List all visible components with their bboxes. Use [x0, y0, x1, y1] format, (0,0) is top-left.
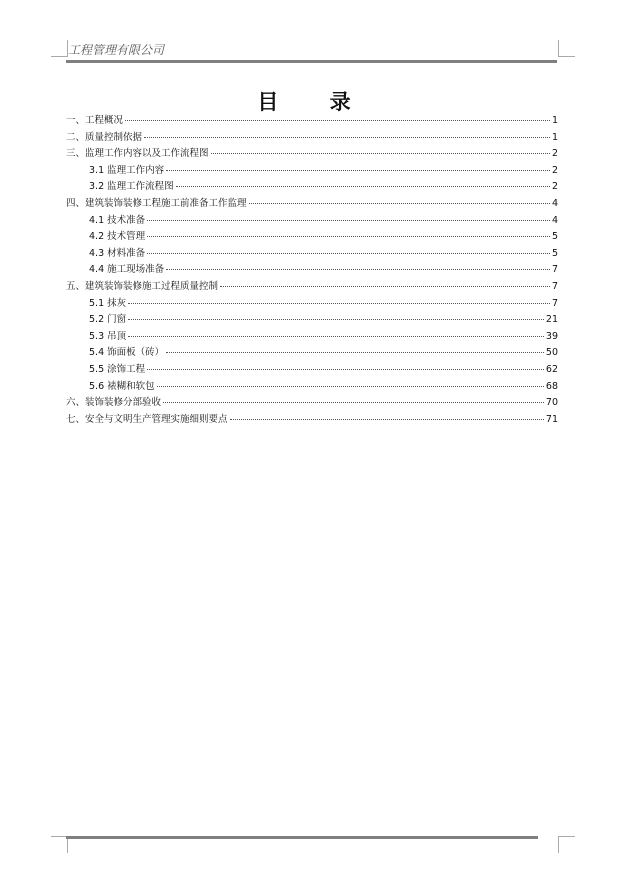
toc-dot-leader: [128, 319, 544, 320]
toc-entry[interactable]: [66, 344, 558, 361]
toc-entry-page-number: 4: [551, 197, 558, 209]
toc-entry-label: 5.5 涂饰工程: [89, 363, 146, 375]
toc-dot-leader: [128, 303, 550, 304]
toc-entry-page-number: 39: [545, 330, 558, 342]
toc-dot-leader: [166, 269, 550, 270]
toc-entry[interactable]: [66, 178, 558, 195]
toc-entry-page-number: 50: [545, 347, 558, 359]
toc-entry-label: 六、装饰装修分部验收: [66, 397, 162, 409]
toc-entry[interactable]: [66, 261, 558, 278]
toc-dot-leader: [166, 352, 544, 353]
toc-dot-leader: [157, 386, 544, 387]
toc-entry[interactable]: [66, 378, 558, 395]
toc-entry-page-number: 7: [551, 297, 558, 309]
toc-entry-label: 4.2 技术管理: [89, 231, 146, 243]
toc-dot-leader: [249, 203, 550, 204]
crop-mark-top-right: [558, 40, 575, 57]
toc-entry[interactable]: [66, 228, 558, 245]
toc-entry-page-number: 7: [551, 264, 558, 276]
toc-entry-label: 4.4 施工现场准备: [89, 264, 165, 276]
toc-entry[interactable]: [66, 112, 558, 129]
toc-entry-label: 七、安全与文明生产管理实施细则要点: [66, 413, 228, 425]
toc-entry[interactable]: [66, 278, 558, 295]
toc-entry-page-number: 62: [545, 363, 558, 375]
toc-dot-leader: [220, 286, 550, 287]
toc-entry[interactable]: [66, 145, 558, 162]
toc-entry-label: 一、工程概况: [66, 115, 124, 126]
toc-dot-leader: [163, 402, 544, 403]
toc-entry-label: 4.1 技术准备: [89, 214, 146, 226]
footer-rule: [66, 836, 538, 839]
crop-mark-bottom-right: [558, 836, 575, 853]
table-of-contents: [66, 112, 558, 427]
header-rule: [66, 60, 557, 63]
toc-entry-label: 二、质量控制依据: [66, 131, 143, 143]
crop-mark-top-left: [51, 40, 68, 57]
toc-entry[interactable]: [66, 311, 558, 328]
toc-entry[interactable]: [66, 295, 558, 312]
toc-title: 目 录: [257, 89, 373, 114]
toc-entry-label: 5.4 饰面板（砖）: [89, 347, 165, 359]
toc-entry-page-number: 7: [551, 280, 558, 292]
toc-entry-label: 5.3 吊顶: [89, 330, 127, 342]
toc-dot-leader: [230, 419, 544, 420]
toc-entry-label: 3.2 监理工作流程图: [89, 181, 174, 193]
toc-entry-page-number: 2: [551, 148, 558, 160]
toc-entry-page-number: 68: [545, 380, 558, 392]
toc-entry[interactable]: [66, 394, 558, 411]
toc-entry-label: 三、监理工作内容以及工作流程图: [66, 148, 209, 160]
toc-entry[interactable]: [66, 328, 558, 345]
toc-entry[interactable]: [66, 129, 558, 146]
toc-entry-page-number: 1: [551, 131, 558, 143]
toc-dot-leader: [147, 236, 550, 237]
toc-entry[interactable]: [66, 411, 558, 428]
header-company-name: 工程管理有限公司: [68, 43, 165, 57]
toc-entry-label: 5.6 裱糊和软包: [89, 380, 155, 392]
toc-dot-leader: [125, 120, 550, 121]
toc-entry-page-number: 5: [551, 231, 558, 243]
toc-entry-page-number: 1: [551, 115, 558, 126]
toc-entry[interactable]: [66, 245, 558, 262]
toc-entry-page-number: 2: [551, 181, 558, 193]
toc-dot-leader: [144, 137, 550, 138]
toc-entry[interactable]: [66, 195, 558, 212]
toc-entry-label: 3.1 监理工作内容: [89, 164, 165, 176]
toc-dot-leader: [147, 220, 550, 221]
toc-entry-page-number: 70: [545, 397, 558, 409]
toc-entry-page-number: 4: [551, 214, 558, 226]
toc-entry-page-number: 21: [545, 314, 558, 326]
toc-entry-page-number: 5: [551, 247, 558, 259]
toc-dot-leader: [128, 336, 544, 337]
toc-entry[interactable]: [66, 212, 558, 229]
toc-entry-label: 5.1 抹灰: [89, 297, 127, 309]
toc-entry[interactable]: [66, 361, 558, 378]
toc-dot-leader: [211, 153, 550, 154]
toc-entry-label: 四、建筑装饰装修工程施工前准备工作监理: [66, 197, 247, 209]
toc-entry-label: 5.2 门窗: [89, 314, 127, 326]
toc-entry-page-number: 71: [545, 413, 558, 425]
toc-dot-leader: [147, 369, 544, 370]
toc-entry-label: 4.3 材料准备: [89, 247, 146, 259]
toc-dot-leader: [147, 253, 550, 254]
toc-entry-label: 五、建筑装饰装修施工过程质量控制: [66, 280, 219, 292]
toc-dot-leader: [166, 170, 550, 171]
toc-dot-leader: [176, 186, 550, 187]
toc-entry[interactable]: [66, 162, 558, 179]
toc-entry-page-number: 2: [551, 164, 558, 176]
